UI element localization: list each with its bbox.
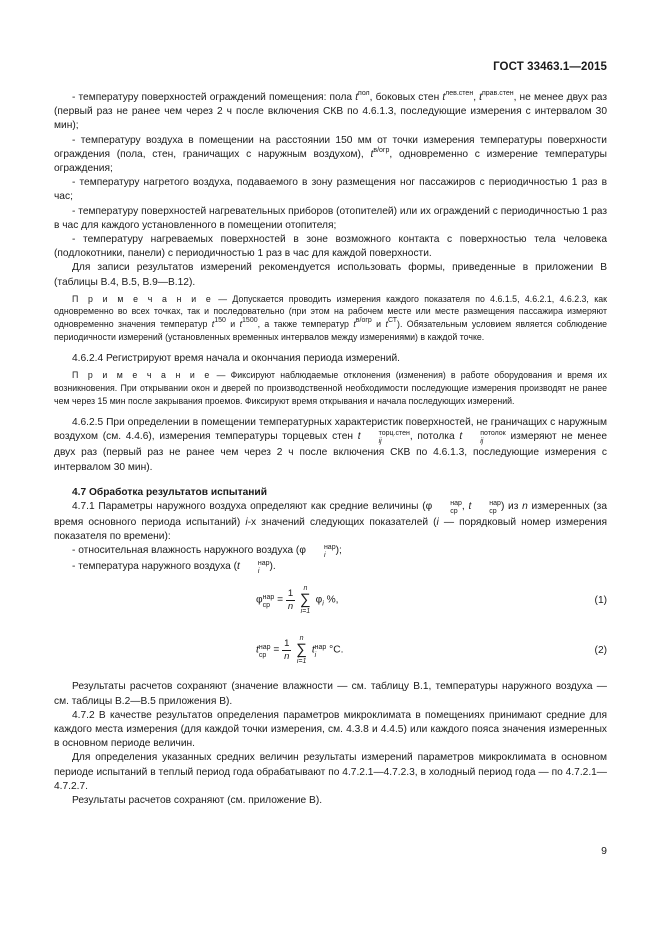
- paragraph: - температуру поверхностей ограждений помещения: пола $t^{пол}$, боковых стен $t^{лев.стен}$, $t^{прав.стен}$, не менее двух раз (первый раз не ранее чем через 2 ч после включения СКВ по 4.6.1.3, последующие измерения с интервалом 30 мин);: [54, 90, 607, 132]
- paragraph: Для записи результатов измерений рекомендуется использовать формы, приведенные в приложении В (таблицы В.4, В.5, В.9—В.12).: [54, 262, 607, 288]
- paragraph: Результаты расчетов сохраняют (значение влажности — см. таблицу В.1, температуры наружного воздуха — см. таблицы В.2—В.5 приложения В).: [54, 681, 607, 707]
- section-heading: 4.7 Обработка результатов испытаний: [72, 486, 267, 498]
- note: П р и м е ч а н и е — Фиксируют наблюдаемые отклонения (изменения) в работе оборудования и время их возникновения. При открывании окон и дверей по производственной необходимости последующие измерения производят не ранее чем через 15 мин после закрывания проемов. Фиксируют время открывания и начала последующих измерений.: [54, 370, 607, 406]
- paragraph: Результаты расчетов сохраняют (см. приложение В).: [72, 795, 323, 807]
- paragraph: Для определения указанных средних величин результаты измерений параметров микроклимата в основном периоде испытаний в теплый период года обрабатывают по 4.7.2.1—4.7.2.3, в холодный период года — по 4.7.2.1—4.7.2.7.: [54, 752, 607, 792]
- paragraph: - температуру нагреваемых поверхностей в зоне возможного контакта с поверхностью тела человека (подлокотники, панели) с периодичностью 1 раз в час для каждой поверхности.: [54, 234, 607, 260]
- formula-number: (2): [594, 645, 607, 657]
- paragraph: 4.7.2 В качестве результатов определения параметров микроклимата в помещениях принимают средние для каждого места измерения (для каждой точки измерения, см. 4.3.8 и 4.4.5) или каждого пояса значения измеренных в основном периоде величин.: [54, 709, 607, 750]
- paragraph: - температуру воздуха в помещении на расстоянии 150 мм от точки измерения температуры поверхности ограждения (пола, стен, граничащих с наружным воздухом), $t^{в/огр}$, одновременно с измерение температуры ограждения;: [54, 134, 607, 175]
- document-body: [54, 91, 607, 808]
- note: П р и м е ч а н и е — Допускается проводить измерения каждого показателя по 4.6.1.5, 4.6.2.1, 4.6.2.3, как одновременно во всех точках, так и последовательно (при этом на рабочем месте или месте размещения пассажира измеряют одновременно значения температур $t^{150}$ и $t^{1500}$, а также температур $t^{в/огр}$ и $t^{СТ}$). Обязательным условием является соблюдение периодичности измерений (установленных временных интервалов между измерениями) в каждой точке.: [54, 293, 608, 342]
- formula-temperature: t нар ср = $\frac{1}{n}$ n ∑ i=1 t нар i °С. (2): [256, 635, 607, 666]
- paragraph: - температура наружного воздуха (t нар i ).: [72, 560, 276, 576]
- page-number: 9: [601, 845, 607, 857]
- paragraph: - относительная влажность наружного воздуха (φ нар i );: [72, 544, 342, 560]
- paragraph: 4.6.2.5 При определении в помещении температурных характеристик поверхностей, не граничащих с наружным воздухом (см. 4.4.6), измерения температуры торцевых стен t торц.стен ij , потолка t потолок ij измеряют не менее двух раз (первый раз не ранее чем через 2 ч после включения СКВ по 4.6.1.3, последующие измерения с интервалом 30 мин).: [54, 417, 608, 473]
- formula-humidity: φ нар ср = $\frac{1}{n}$ n ∑ i=1 $\varphi_i$ %, (1): [256, 585, 607, 616]
- paragraph: 4.6.2.4 Регистрируют время начала и окончания периода измерений.: [72, 353, 400, 365]
- formula-number: (1): [594, 595, 607, 607]
- paragraph: 4.7.1 Параметры наружного воздуха определяют как средние величины (φ нар ср , t нар ср ) из n измеренных (за время основного периода испытаний) i-х значений следующих показателей (i — порядковый номер измерения показателя по времени):: [54, 500, 607, 543]
- standard-header: ГОСТ 33463.1—2015: [493, 61, 607, 73]
- paragraph: - температуру поверхностей нагревательных приборов (отопителей) или их ограждений с периодичностью 1 раз в час для каждого установленного в помещении отопителя;: [54, 205, 607, 231]
- paragraph: - температуру нагретого воздуха, подаваемого в зону размещения ног пассажиров с периодичностью 1 раз в час;: [54, 177, 607, 203]
